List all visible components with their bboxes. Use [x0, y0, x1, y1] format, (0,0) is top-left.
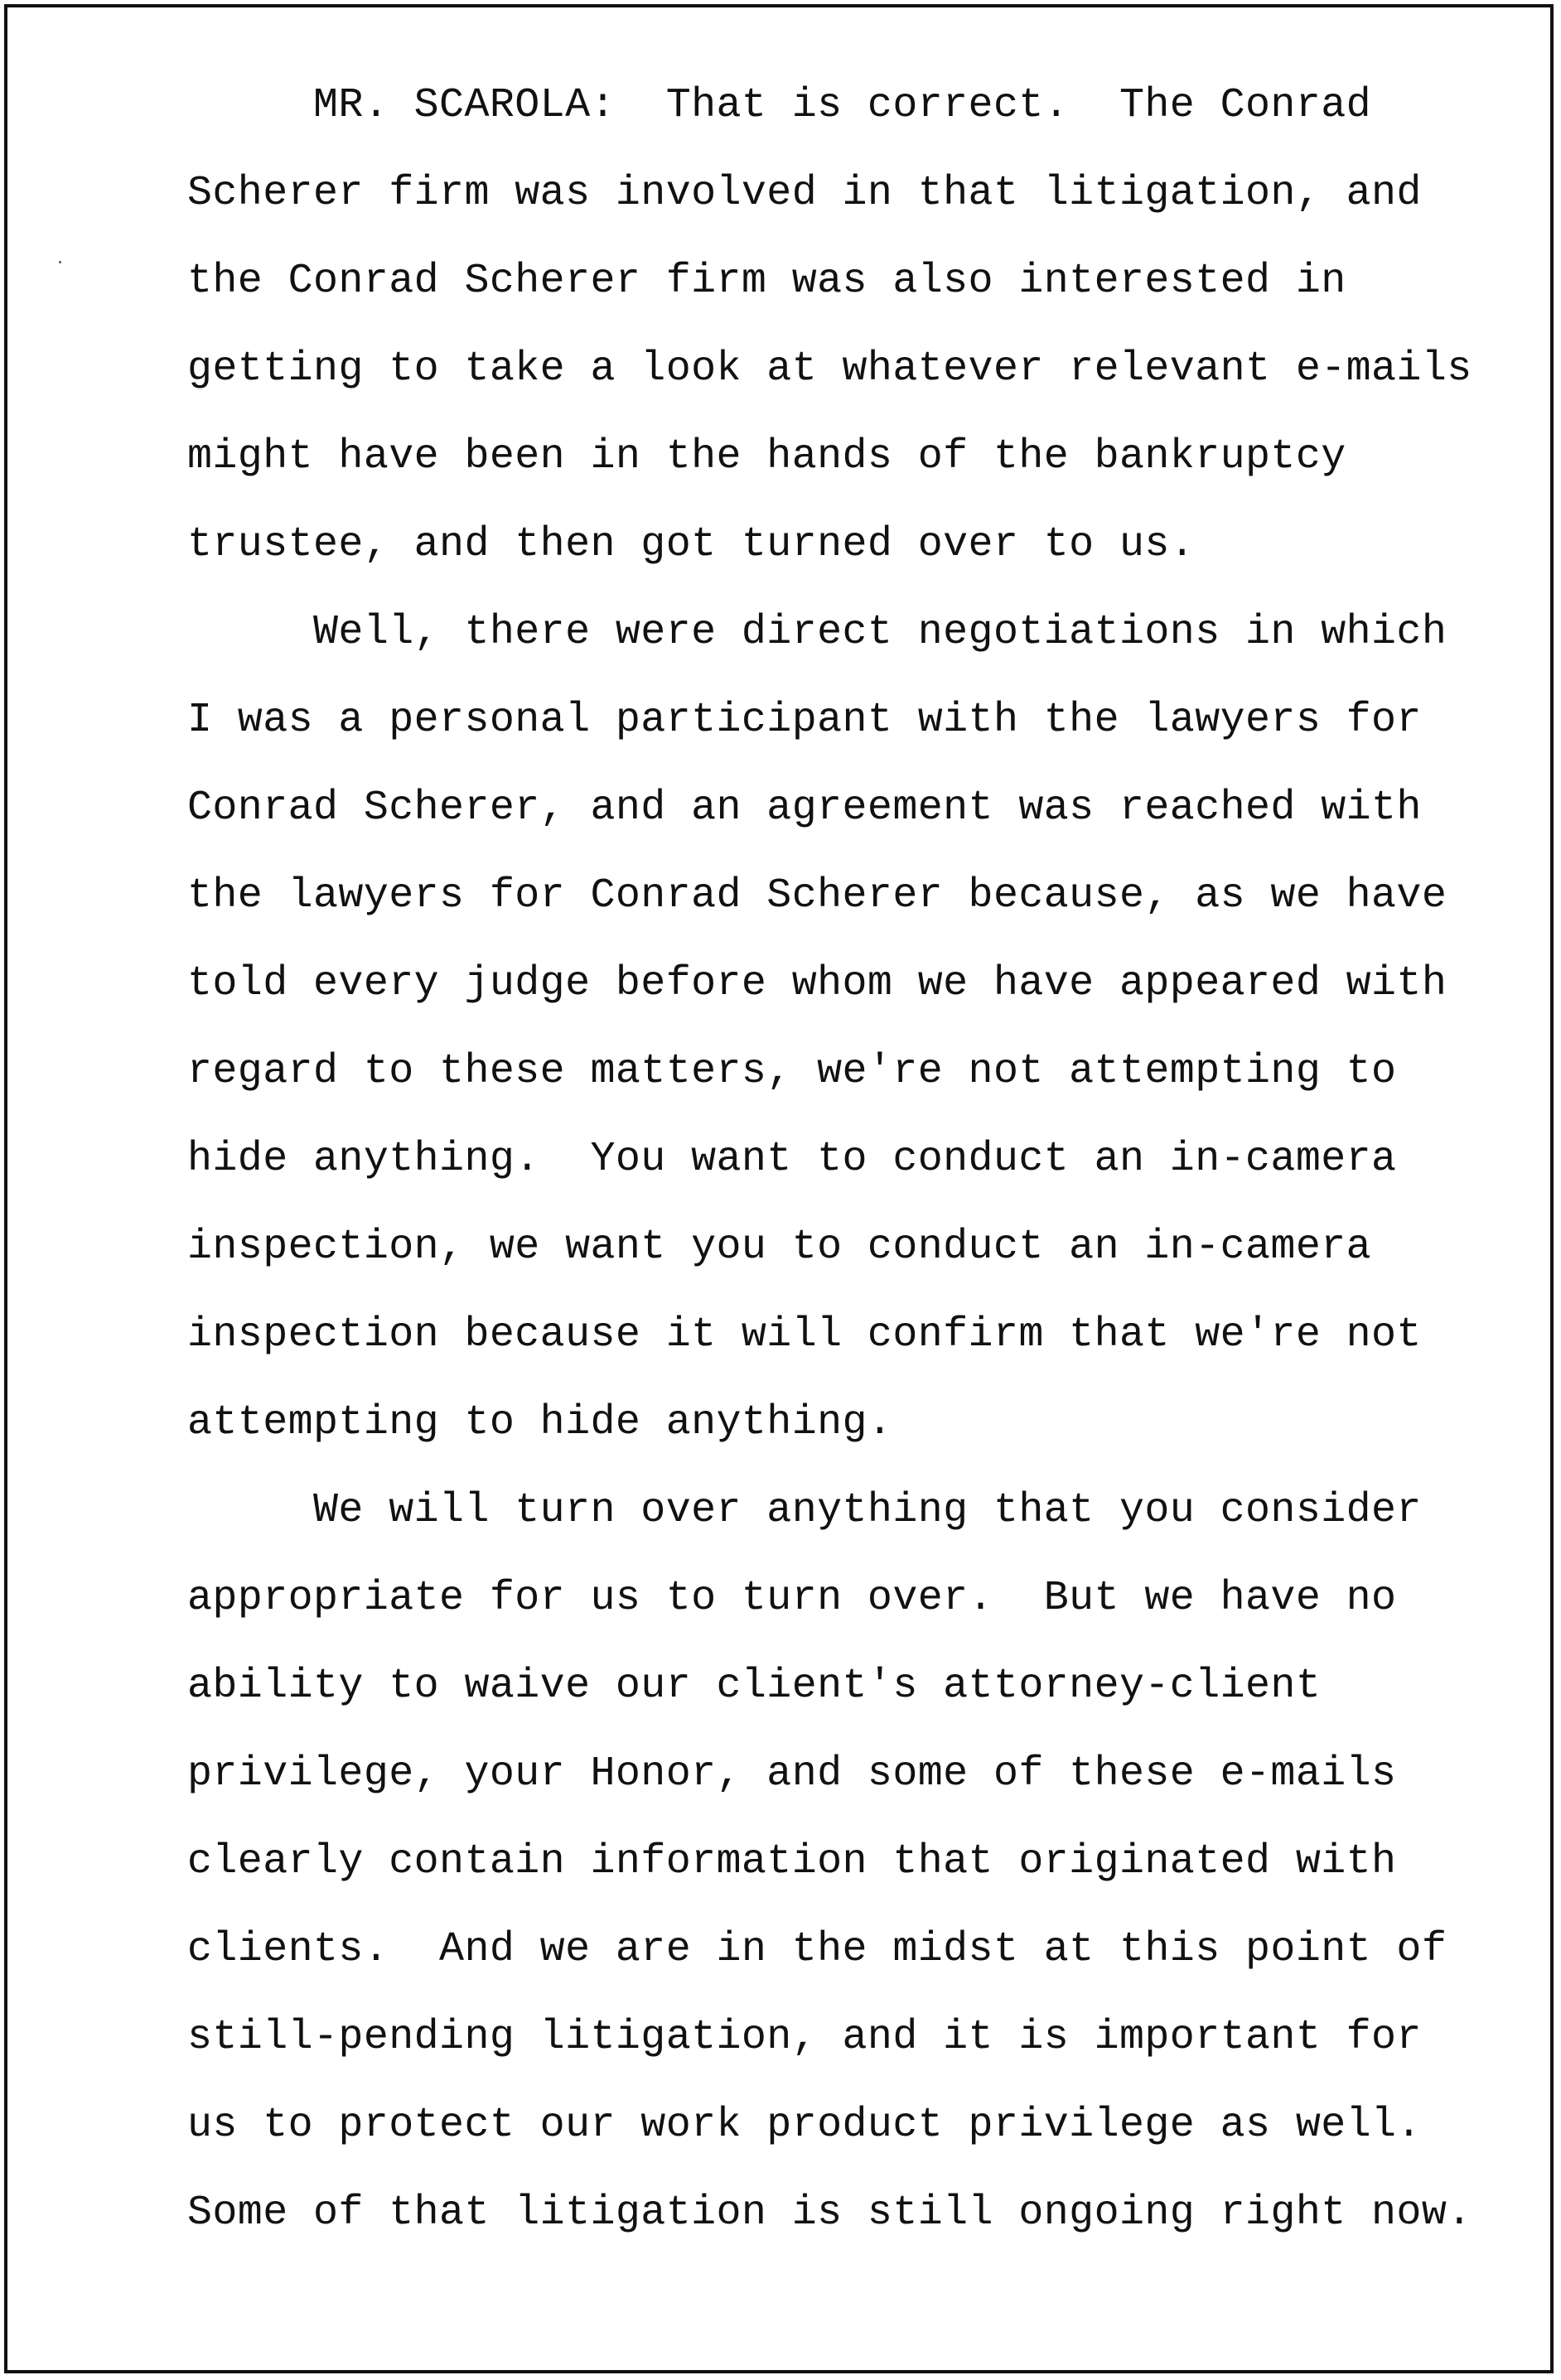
transcript-line: I was a personal participant with the lawyers for: [187, 697, 1422, 744]
transcript-line: appropriate for us to turn over. But we have no: [187, 1575, 1397, 1622]
transcript-line: We will turn over anything that you consider: [187, 1487, 1422, 1534]
transcript-line: getting to take a look at whatever relevant e-mails: [187, 345, 1472, 393]
transcript-line: trustee, and then got turned over to us.: [187, 521, 1196, 568]
transcript-line: told every judge before whom we have appeared with: [187, 960, 1447, 1007]
transcript-line: Some of that litigation is still ongoing right now.: [187, 2189, 1472, 2237]
transcript-line: Scherer firm was involved in that litigation, and: [187, 170, 1422, 217]
transcript-line: ability to waive our client's attorney-client: [187, 1663, 1322, 1710]
stray-mark: [59, 261, 61, 263]
transcript-line: clearly contain information that originated with: [187, 1838, 1397, 1885]
transcript-line: inspection because it will confirm that we're not: [187, 1311, 1422, 1359]
transcript-line: us to protect our work product privilege as well.: [187, 2102, 1422, 2149]
transcript-line: inspection, we want you to conduct an in-camera: [187, 1224, 1372, 1271]
transcript-line: might have been in the hands of the bankruptcy: [187, 433, 1346, 480]
transcript-line: regard to these matters, we're not attempting to: [187, 1048, 1397, 1095]
transcript-page: [4, 4, 1554, 2373]
transcript-line: Conrad Scherer, and an agreement was reached with: [187, 784, 1422, 832]
transcript-line: attempting to hide anything.: [187, 1399, 893, 1446]
transcript-line: the lawyers for Conrad Scherer because, as we have: [187, 872, 1447, 920]
transcript-line: clients. And we are in the midst at this point of: [187, 1926, 1447, 1973]
transcript-line: still-pending litigation, and it is important for: [187, 2014, 1422, 2061]
transcript-line: the Conrad Scherer firm was also interested in: [187, 258, 1346, 305]
transcript-line: MR. SCAROLA: That is correct. The Conrad: [187, 82, 1372, 129]
transcript-line: Well, there were direct negotiations in which: [187, 609, 1447, 656]
transcript-line: hide anything. You want to conduct an in-camera: [187, 1136, 1397, 1183]
transcript-line: privilege, your Honor, and some of these e-mails: [187, 1750, 1397, 1798]
